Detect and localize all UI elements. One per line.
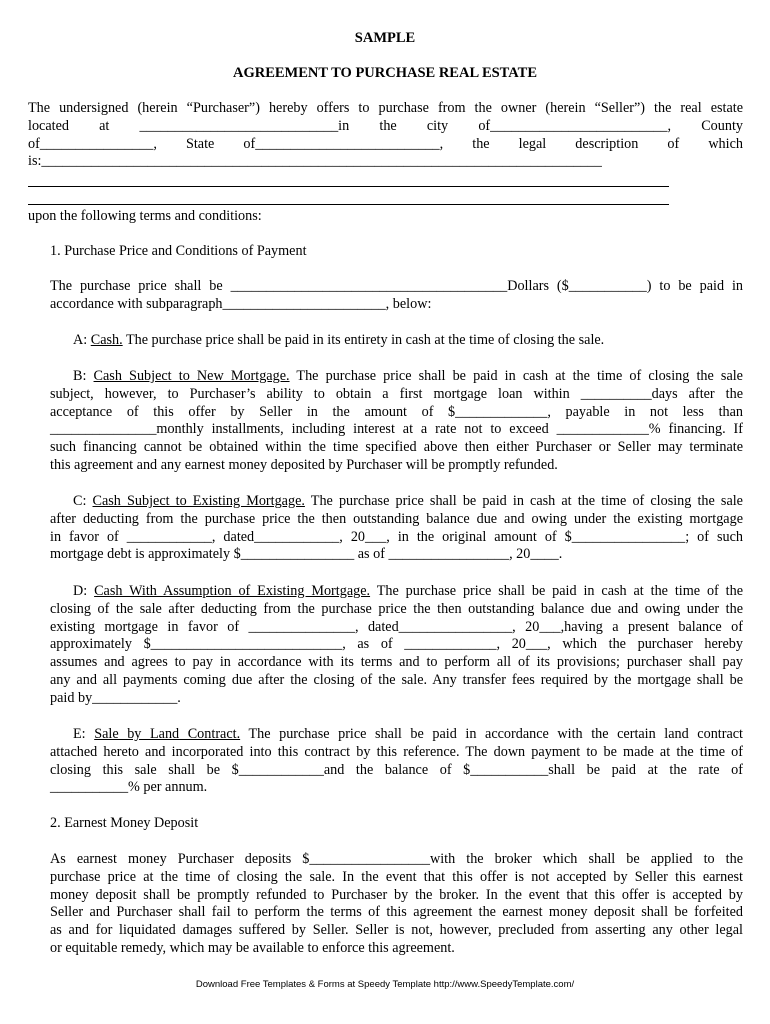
intro-line: located at ____________________________in the city of_________________________, County — [28, 117, 743, 134]
option-text: The purchase price shall be paid in cash at the time of closing the sale — [289, 368, 743, 384]
text-line: approximately $___________________________, as of _____________, 20___, which the purchaser hereby — [50, 636, 743, 653]
text-line: in favor of ____________, dated____________, 20___, in the original amount of $________________; of such — [50, 528, 743, 545]
text-line — [50, 332, 743, 350]
intro-line: of________________, State of__________________________, the legal description of which — [28, 135, 743, 152]
blank-line — [28, 186, 669, 187]
option-text: The purchase price shall be paid in cash at the time of the — [370, 583, 743, 599]
text-line: accordance with subparagraph_______________________, below: — [50, 295, 432, 312]
text-line: existing mortgage in favor of _______________, dated________________, 20___,having a present balance of — [50, 618, 743, 635]
text-line: The purchase price shall be _______________________________________Dollars ($___________) to be paid in — [50, 278, 743, 294]
earnest-money-paragraph — [50, 851, 743, 958]
intro-paragraph — [28, 100, 743, 153]
section-2-heading — [50, 815, 743, 833]
blank-line — [28, 204, 669, 205]
text-line: after deducting from the purchase price the then outstanding balance due and owing under the existing mortgage — [50, 510, 743, 527]
text-line: As earnest money Purchaser deposits $_________________with the broker which shall be applied to the — [50, 851, 743, 867]
option-b-paragraph — [50, 368, 743, 475]
option-c-paragraph — [50, 493, 743, 564]
text-line: subject, however, to Purchaser’s ability to obtain a first mortgage loan within __________days after the — [50, 385, 743, 402]
option-text: The purchase price shall be paid in accordance with the certain land contract — [240, 726, 743, 742]
text-line: purchase price at the time of closing the sale. In the event that this offer is not accepted by Seller this earnest — [50, 868, 743, 885]
text-line: closing this sale shall be $____________and the balance of $___________shall be paid at the rate of — [50, 761, 743, 778]
text-line: acceptance of this offer by Seller in the amount of $_____________, payable in not less than — [50, 403, 743, 420]
text-line: ___________% per annum. — [50, 779, 208, 796]
intro-line: The undersigned (herein “Purchaser”) hereby offers to purchase from the owner (herein “Seller”) the real estate — [28, 100, 743, 116]
option-title: Cash. — [90, 332, 123, 348]
legal-description-label — [28, 153, 743, 171]
terms-text: upon the following terms and conditions: — [28, 208, 262, 224]
doc-label: SAMPLE — [354, 30, 416, 46]
option-d-paragraph — [50, 583, 743, 708]
text-line: attached hereto and incorporated into this contract by this reference. The down payment to be made at the time of — [50, 743, 743, 760]
option-text: The purchase price shall be paid in cash at the time of closing the sale — [304, 493, 743, 509]
text-line — [50, 726, 743, 744]
text-line: this agreement and any earnest money deposited by Purchaser will be promptly refunded. — [50, 456, 558, 473]
text-line: mortgage debt is approximately $________________ as of _________________, 20____. — [50, 546, 563, 563]
text-line: any and all payments coming due after the closing of the sale. Any transfer fees required by the mortgage shall be — [50, 671, 743, 688]
option-label: A: — [73, 332, 91, 348]
option-label: C: — [73, 493, 93, 509]
text-line: money deposit shall be promptly refunded to Purchaser by the broker. In the event that this offer is accepted by — [50, 886, 743, 903]
text-line: closing of the sale after deducting from the purchase price the then outstanding balance due and owing under the — [50, 600, 743, 617]
option-title: Sale by Land Contract. — [94, 726, 241, 742]
heading-text: 1. Purchase Price and Conditions of Payment — [50, 243, 307, 259]
terms-intro — [28, 208, 743, 226]
text-line: as and for liquidated damages suffered by Seller. Seller is not, however, precluded from asserting any other legal — [50, 922, 743, 939]
purchase-price-paragraph — [50, 278, 743, 314]
text-line: such financing cannot be obtained within the time specified above then either Purchaser or Seller may terminate — [50, 439, 743, 456]
text-line — [50, 368, 743, 386]
option-title: Cash With Assumption of Existing Mortgage. — [94, 583, 371, 599]
section-1-heading — [50, 243, 743, 261]
text-line: assumes and agrees to pay in accordance with its terms and to perform all of its provisions; purchaser shall pay — [50, 654, 743, 671]
text-line: Seller and Purchaser shall fail to perform the terms of this agreement the earnest money deposit shall be forfeited — [50, 904, 743, 921]
text-line: or equitable remedy, which may be available to enforce this agreement. — [50, 939, 455, 956]
text-line: paid by____________. — [50, 689, 181, 706]
option-label: E: — [73, 726, 95, 742]
text-line — [50, 493, 743, 511]
intro-line: is:_______________________________________________________________________________ — [28, 153, 602, 169]
option-a-paragraph — [50, 332, 743, 350]
text-line — [50, 583, 743, 601]
text-line: _______________monthly installments, including interest at a rate not to exceed _____________% financing. If — [50, 421, 743, 438]
heading-text: 2. Earnest Money Deposit — [50, 815, 199, 831]
option-title: Cash Subject to Existing Mortgage. — [92, 493, 305, 509]
page-footer: Download Free Templates & Forms at Speedy Template http://www.SpeedyTemplate.com/ — [195, 979, 575, 990]
option-e-paragraph — [50, 726, 743, 797]
doc-title: AGREEMENT TO PURCHASE REAL ESTATE — [232, 65, 538, 81]
option-label: D: — [73, 583, 95, 599]
option-label: B: — [73, 368, 94, 384]
option-title: Cash Subject to New Mortgage. — [93, 368, 290, 384]
option-text: The purchase price shall be paid in its entirety in cash at the time of closing the sale. — [122, 332, 605, 348]
